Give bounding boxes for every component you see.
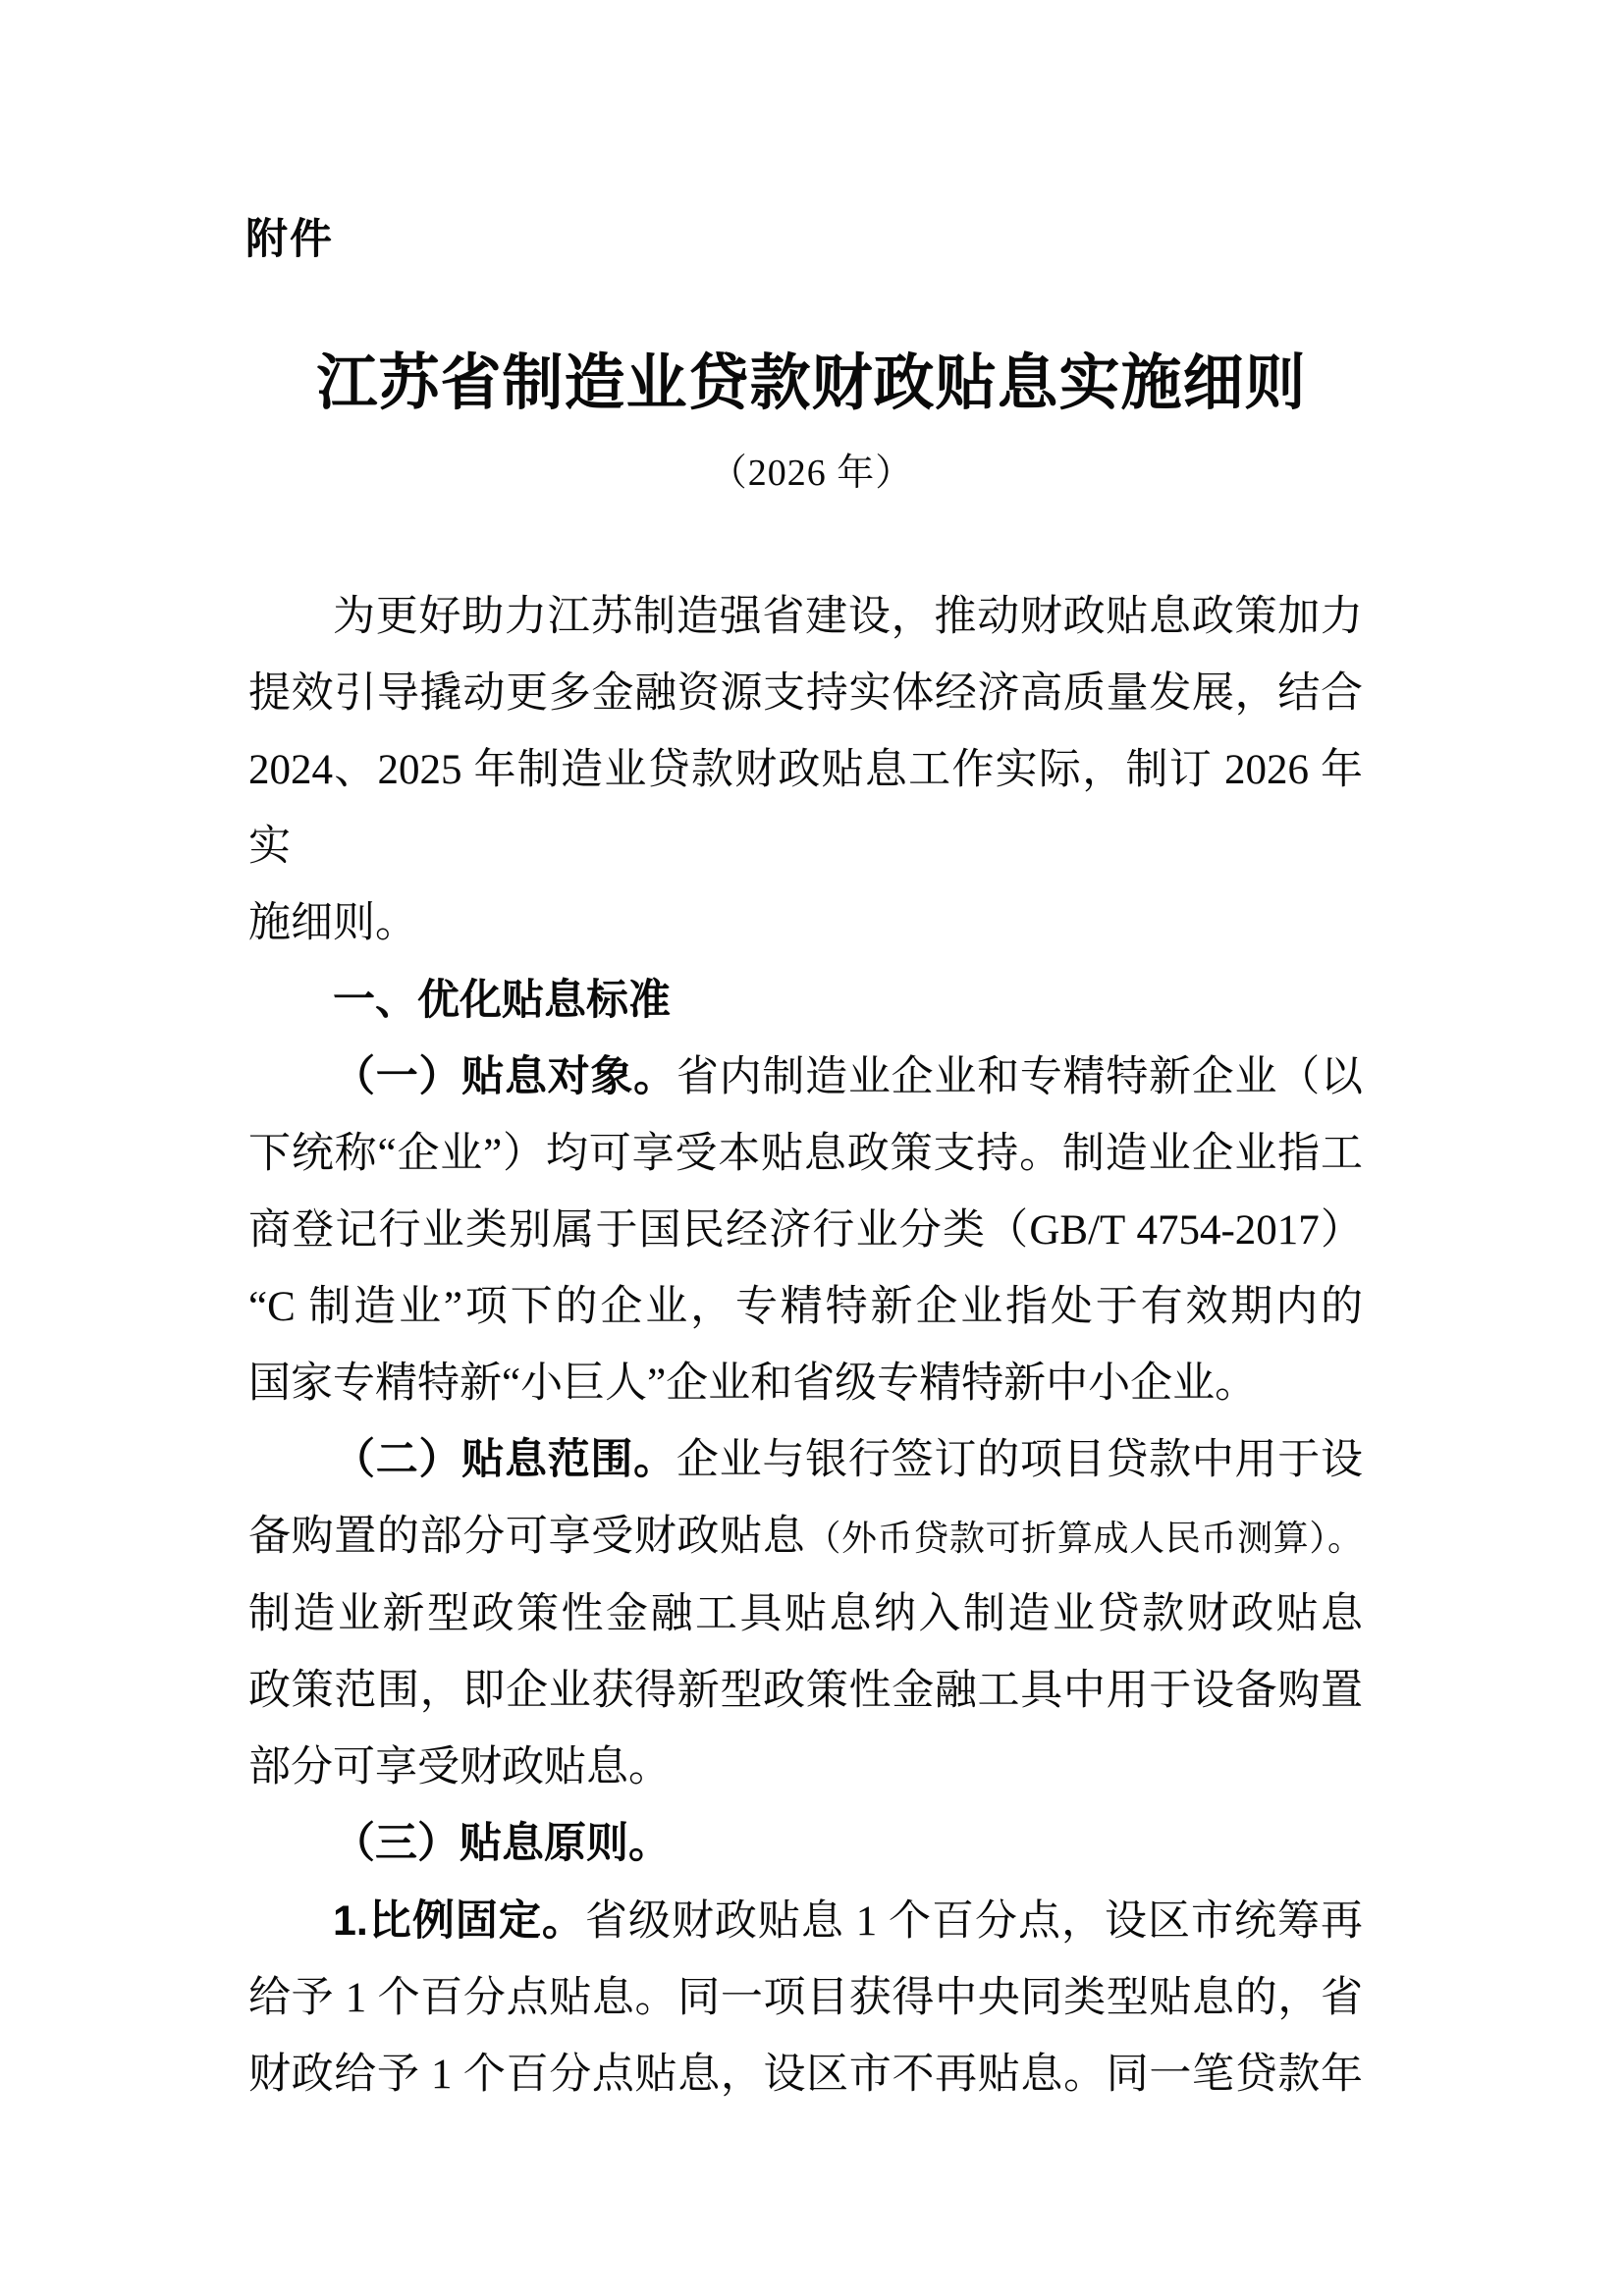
text-run: （三）贴息原则。 [333,1821,671,1867]
text-line [248,1269,1363,1346]
text-line [248,656,1363,732]
document-body [248,579,1363,2113]
bold-text-run: 一、优化贴息标准 [333,977,671,1024]
text-line [248,2037,1363,2113]
text-run: 财政给予 1 个百分点贴息，设区市不再贴息。同一笔贷款年 [248,2052,1363,2098]
text-line [248,579,1363,656]
text-run: 给予 1 个百分点贴息。同一项目获得中央同类型贴息的，省 [248,1975,1363,2021]
text-line [248,732,1363,885]
text-line [248,1422,1363,1499]
attachment-label: 附件 [245,216,334,263]
text-line [248,885,1363,962]
text-run: 2024、2025 年制造业贷款财政贴息工作实际，制订 2026 年实 [248,747,1363,870]
text-run: 制造业新型政策性金融工具贴息纳入制造业贷款财政贴息 [248,1591,1363,1637]
text-line [248,1576,1363,1653]
bold-text-run: 1.比例固定。 [333,1897,585,1945]
text-run: 备购置的部分可享受财政贴息 [248,1514,806,1560]
text-run: 部分可享受财政贴息。 [248,1744,671,1790]
text-run: 为更好助力江苏制造强省建设，推动财政贴息政策加力 [333,594,1363,640]
document-subtitle: （2026 年） [709,453,914,494]
text-run: “C 制造业”项下的企业，专精特新企业指处于有效期内的 [248,1284,1363,1330]
text-line [248,962,1363,1040]
text-line [248,1346,1363,1422]
text-run: 施细则。 [248,900,417,946]
text-line [248,1040,1363,1116]
text-run: 商登记行业类别属于国民经济行业分类（GB/T 4754-2017） [248,1207,1363,1254]
text-run: （二）贴息范围。 [333,1437,676,1483]
text-run: 国家专精特新“小巨人”企业和省级专精特新中小企业。 [248,1361,1258,1407]
text-run: （外币贷款可折算成人民币测算）。 [805,1519,1363,1558]
text-line [248,1730,1363,1806]
text-line [248,1499,1363,1576]
text-run: 下统称“企业”）均可享受本贴息政策支持。制造业企业指工 [248,1131,1363,1177]
text-run: 企业与银行签订的项目贷款中用于设 [676,1437,1364,1483]
text-line [248,1960,1363,2037]
text-line [248,1116,1363,1193]
document-title: 江苏省制造业贷款财政贴息实施细则 [316,350,1307,417]
text-run: 提效引导撬动更多金融资源支持实体经济高质量发展，结合 [248,670,1363,717]
text-line [248,1653,1363,1730]
text-run: 省内制造业企业和专精特新企业（以 [676,1054,1364,1100]
text-run: 省级财政贴息 1 个百分点，设区市统筹再 [584,1898,1363,1945]
text-line [248,1193,1363,1269]
text-run: （一）贴息对象。 [333,1054,676,1100]
text-line [248,1806,1363,1883]
text-line [248,1883,1363,1960]
text-run: 政策范围，即企业获得新型政策性金融工具中用于设备购置 [248,1668,1363,1714]
